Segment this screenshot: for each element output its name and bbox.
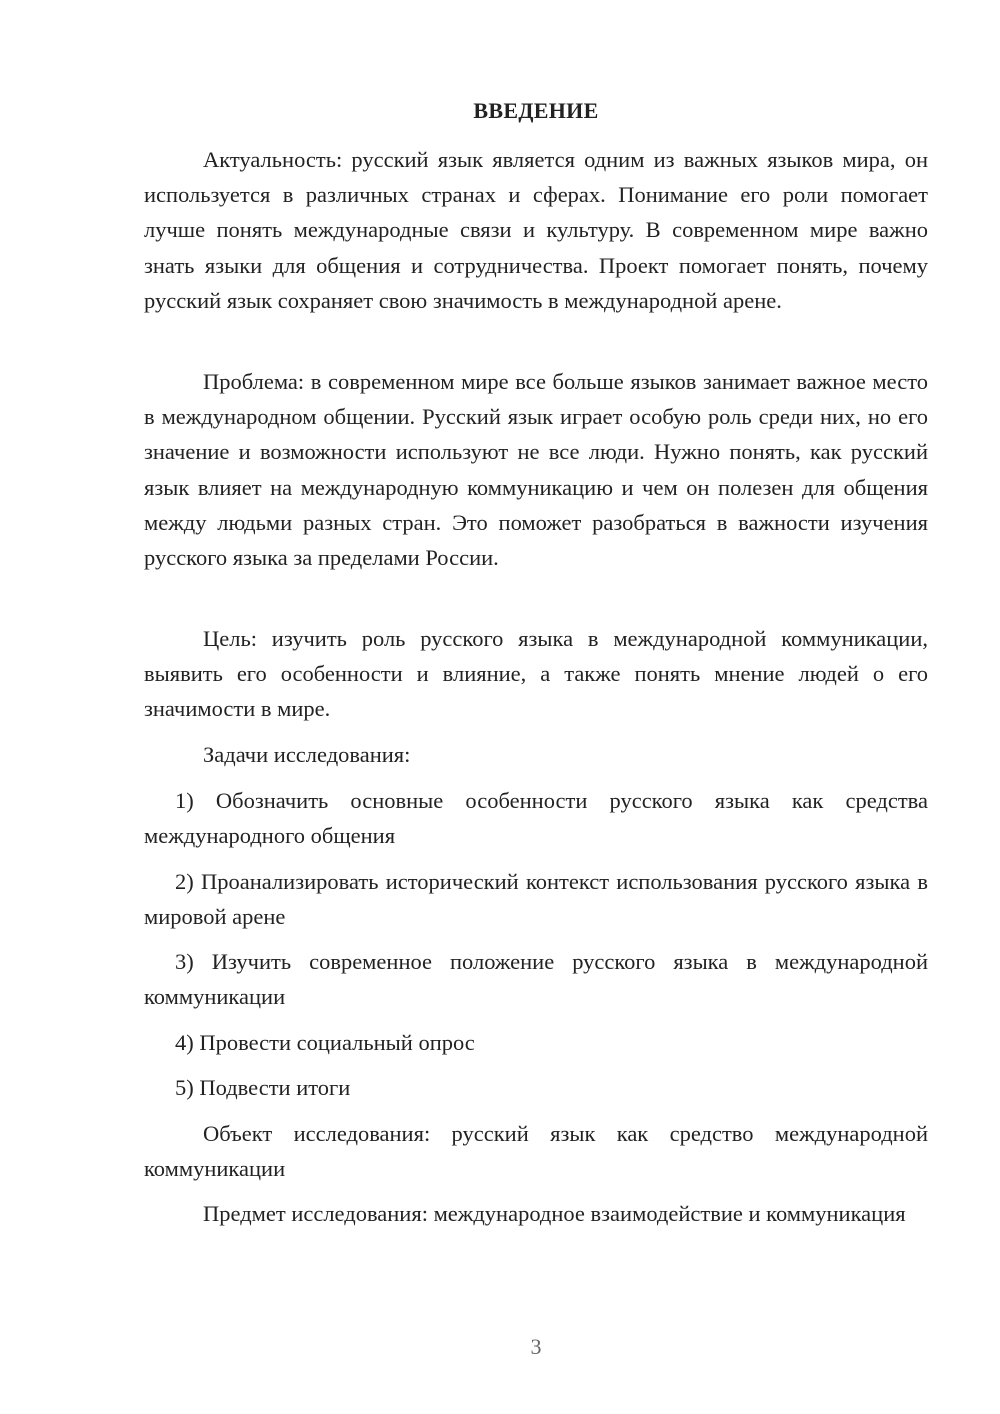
- task-item-4: 4) Провести социальный опрос: [175, 1030, 475, 1055]
- task-item-5: 5) Подвести итоги: [175, 1075, 351, 1100]
- relevance-paragraph: Актуальность: русский язык является одним из важных языков мира, он используется в различных странах и сферах. Понимание его роли помогает лучше понять международные связи и культуру. В современном мире важно знать языки для общения и сотрудничества. Проект помогает понять, почему русский язык сохраняет свою значимость в международной арене.: [144, 147, 928, 313]
- page-number: 3: [530, 1334, 542, 1359]
- research-subject-paragraph: Предмет исследования: международное взаимодействие и коммуникация: [203, 1201, 906, 1226]
- task-item-3: 3) Изучить современное положение русского языка в международной коммуникации: [144, 949, 928, 1010]
- problem-paragraph: Проблема: в современном мире все больше языков занимает важное место в международном общении. Русский язык играет особую роль среди них, но его значение и возможности используют не все люди. Нужно понять, как русский язык влияет на международную коммуникацию и чем он полезен для общения между людьми разных стран. Это поможет разобраться в важности изучения русского языка за пределами России.: [144, 369, 928, 571]
- research-object-paragraph: Объект исследования: русский язык как средство международной коммуникации: [144, 1121, 928, 1182]
- task-item-1: 1) Обозначить основные особенности русского языка как средства международного общения: [144, 788, 928, 849]
- tasks-heading: Задачи исследования:: [203, 742, 411, 767]
- task-item-2: 2) Проанализировать исторический контекст использования русского языка в мировой арене: [144, 869, 928, 930]
- goal-paragraph: Цель: изучить роль русского языка в международной коммуникации, выявить его особенности и влияние, а также понять мнение людей о его значимости в мире.: [144, 626, 928, 722]
- section-title: ВВЕДЕНИЕ: [473, 98, 599, 123]
